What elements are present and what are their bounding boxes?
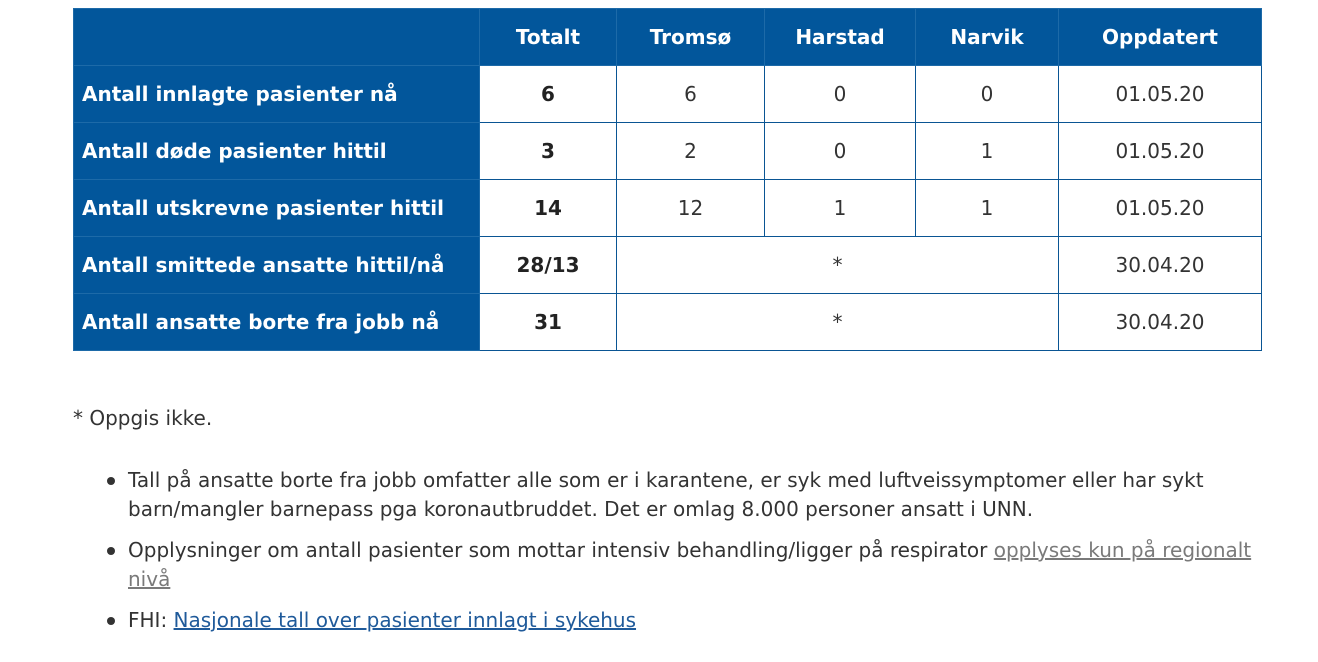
list-item	[73, 466, 1258, 524]
cell-harstad: 0	[765, 66, 916, 123]
cell-narvik: 1	[916, 123, 1059, 180]
table-header-row	[74, 9, 1262, 66]
header-totalt: Totalt	[480, 9, 617, 66]
cell-total: 6	[480, 66, 617, 123]
cell-tromso: 12	[617, 180, 765, 237]
notes-list	[73, 466, 1258, 647]
row-label: Antall utskrevne pasienter hittil	[74, 180, 480, 237]
note-text: FHI:	[128, 608, 174, 632]
note-text: Opplysninger om antall pasienter som mottar intensiv behandling/ligger på respirator	[128, 538, 994, 562]
table-row	[74, 294, 1262, 351]
header-tromso: Tromsø	[617, 9, 765, 66]
row-label: Antall døde pasienter hittil	[74, 123, 480, 180]
cell-narvik: 0	[916, 66, 1059, 123]
list-item	[73, 606, 1258, 635]
cell-harstad: 0	[765, 123, 916, 180]
cell-total: 3	[480, 123, 617, 180]
table-row	[74, 237, 1262, 294]
cell-merged-not-reported: *	[617, 294, 1059, 351]
cell-harstad: 1	[765, 180, 916, 237]
row-label: Antall smittede ansatte hittil/nå	[74, 237, 480, 294]
cell-total: 31	[480, 294, 617, 351]
bullet-icon	[107, 477, 115, 485]
cell-updated: 01.05.20	[1059, 123, 1262, 180]
patient-statistics-table	[73, 8, 1262, 351]
table-row	[74, 180, 1262, 237]
cell-tromso: 2	[617, 123, 765, 180]
cell-tromso: 6	[617, 66, 765, 123]
note-text: Tall på ansatte borte fra jobb omfatter alle som er i karantene, er syk med luftveissymptomer eller har sykt barn/mangler barnepass pga koronautbruddet. Det er omlag 8.000 personer ansatt i UNN.	[128, 468, 1204, 521]
table-row	[74, 66, 1262, 123]
cell-updated: 01.05.20	[1059, 66, 1262, 123]
row-label: Antall innlagte pasienter nå	[74, 66, 480, 123]
header-oppdatert: Oppdatert	[1059, 9, 1262, 66]
cell-updated: 01.05.20	[1059, 180, 1262, 237]
national-figures-link[interactable]: Nasjonale tall over pasienter innlagt i sykehus	[173, 608, 637, 632]
cell-updated: 30.04.20	[1059, 237, 1262, 294]
table-row	[74, 123, 1262, 180]
cell-total: 14	[480, 180, 617, 237]
header-harstad: Harstad	[765, 9, 916, 66]
cell-total: 28/13	[480, 237, 617, 294]
header-row-label	[74, 9, 480, 66]
list-item	[73, 536, 1258, 594]
cell-narvik: 1	[916, 180, 1059, 237]
cell-updated: 30.04.20	[1059, 294, 1262, 351]
header-narvik: Narvik	[916, 9, 1059, 66]
bullet-icon	[107, 547, 115, 555]
footnote: * Oppgis ikke.	[73, 406, 213, 430]
row-label: Antall ansatte borte fra jobb nå	[74, 294, 480, 351]
bullet-icon	[107, 617, 115, 625]
regional-level-link[interactable]: opplyses kun på regionalt nivå	[128, 538, 1252, 591]
cell-merged-not-reported: *	[617, 237, 1059, 294]
